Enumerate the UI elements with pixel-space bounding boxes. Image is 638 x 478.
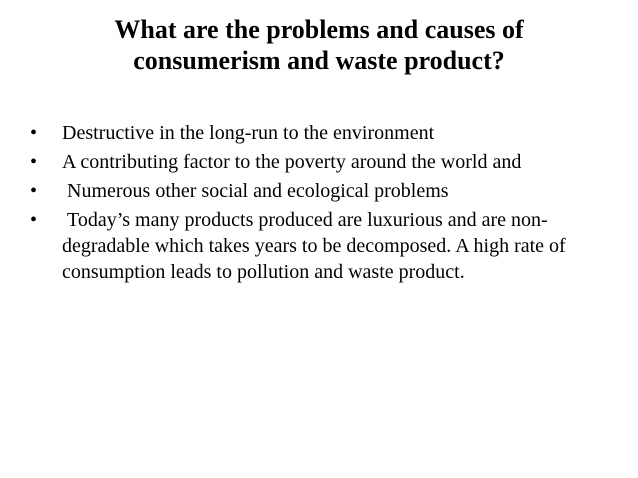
bullet-item — [30, 178, 620, 204]
bullet-item — [30, 207, 620, 285]
bullet-icon: • — [30, 209, 38, 231]
bullet-icon: • — [30, 151, 38, 173]
bullet-icon: • — [30, 180, 38, 202]
bullet-text: A contributing factor to the poverty around the world and — [62, 151, 522, 173]
slide-title-line: consumerism and waste product? — [133, 46, 505, 75]
bullet-icon: • — [30, 122, 38, 144]
bullet-text: Today’s many products produced are luxurious and are non-degradable which takes years to be decomposed. A high rate of consumption leads to pollution and waste product. — [62, 209, 571, 283]
bullet-list — [30, 120, 620, 288]
bullet-item — [30, 120, 620, 146]
bullet-text: Numerous other social and ecological problems — [62, 180, 449, 202]
bullet-item — [30, 149, 620, 175]
bullet-text: Destructive in the long-run to the environment — [62, 122, 435, 144]
slide-title-line: What are the problems and causes of — [114, 15, 524, 44]
slide-title — [40, 14, 598, 76]
